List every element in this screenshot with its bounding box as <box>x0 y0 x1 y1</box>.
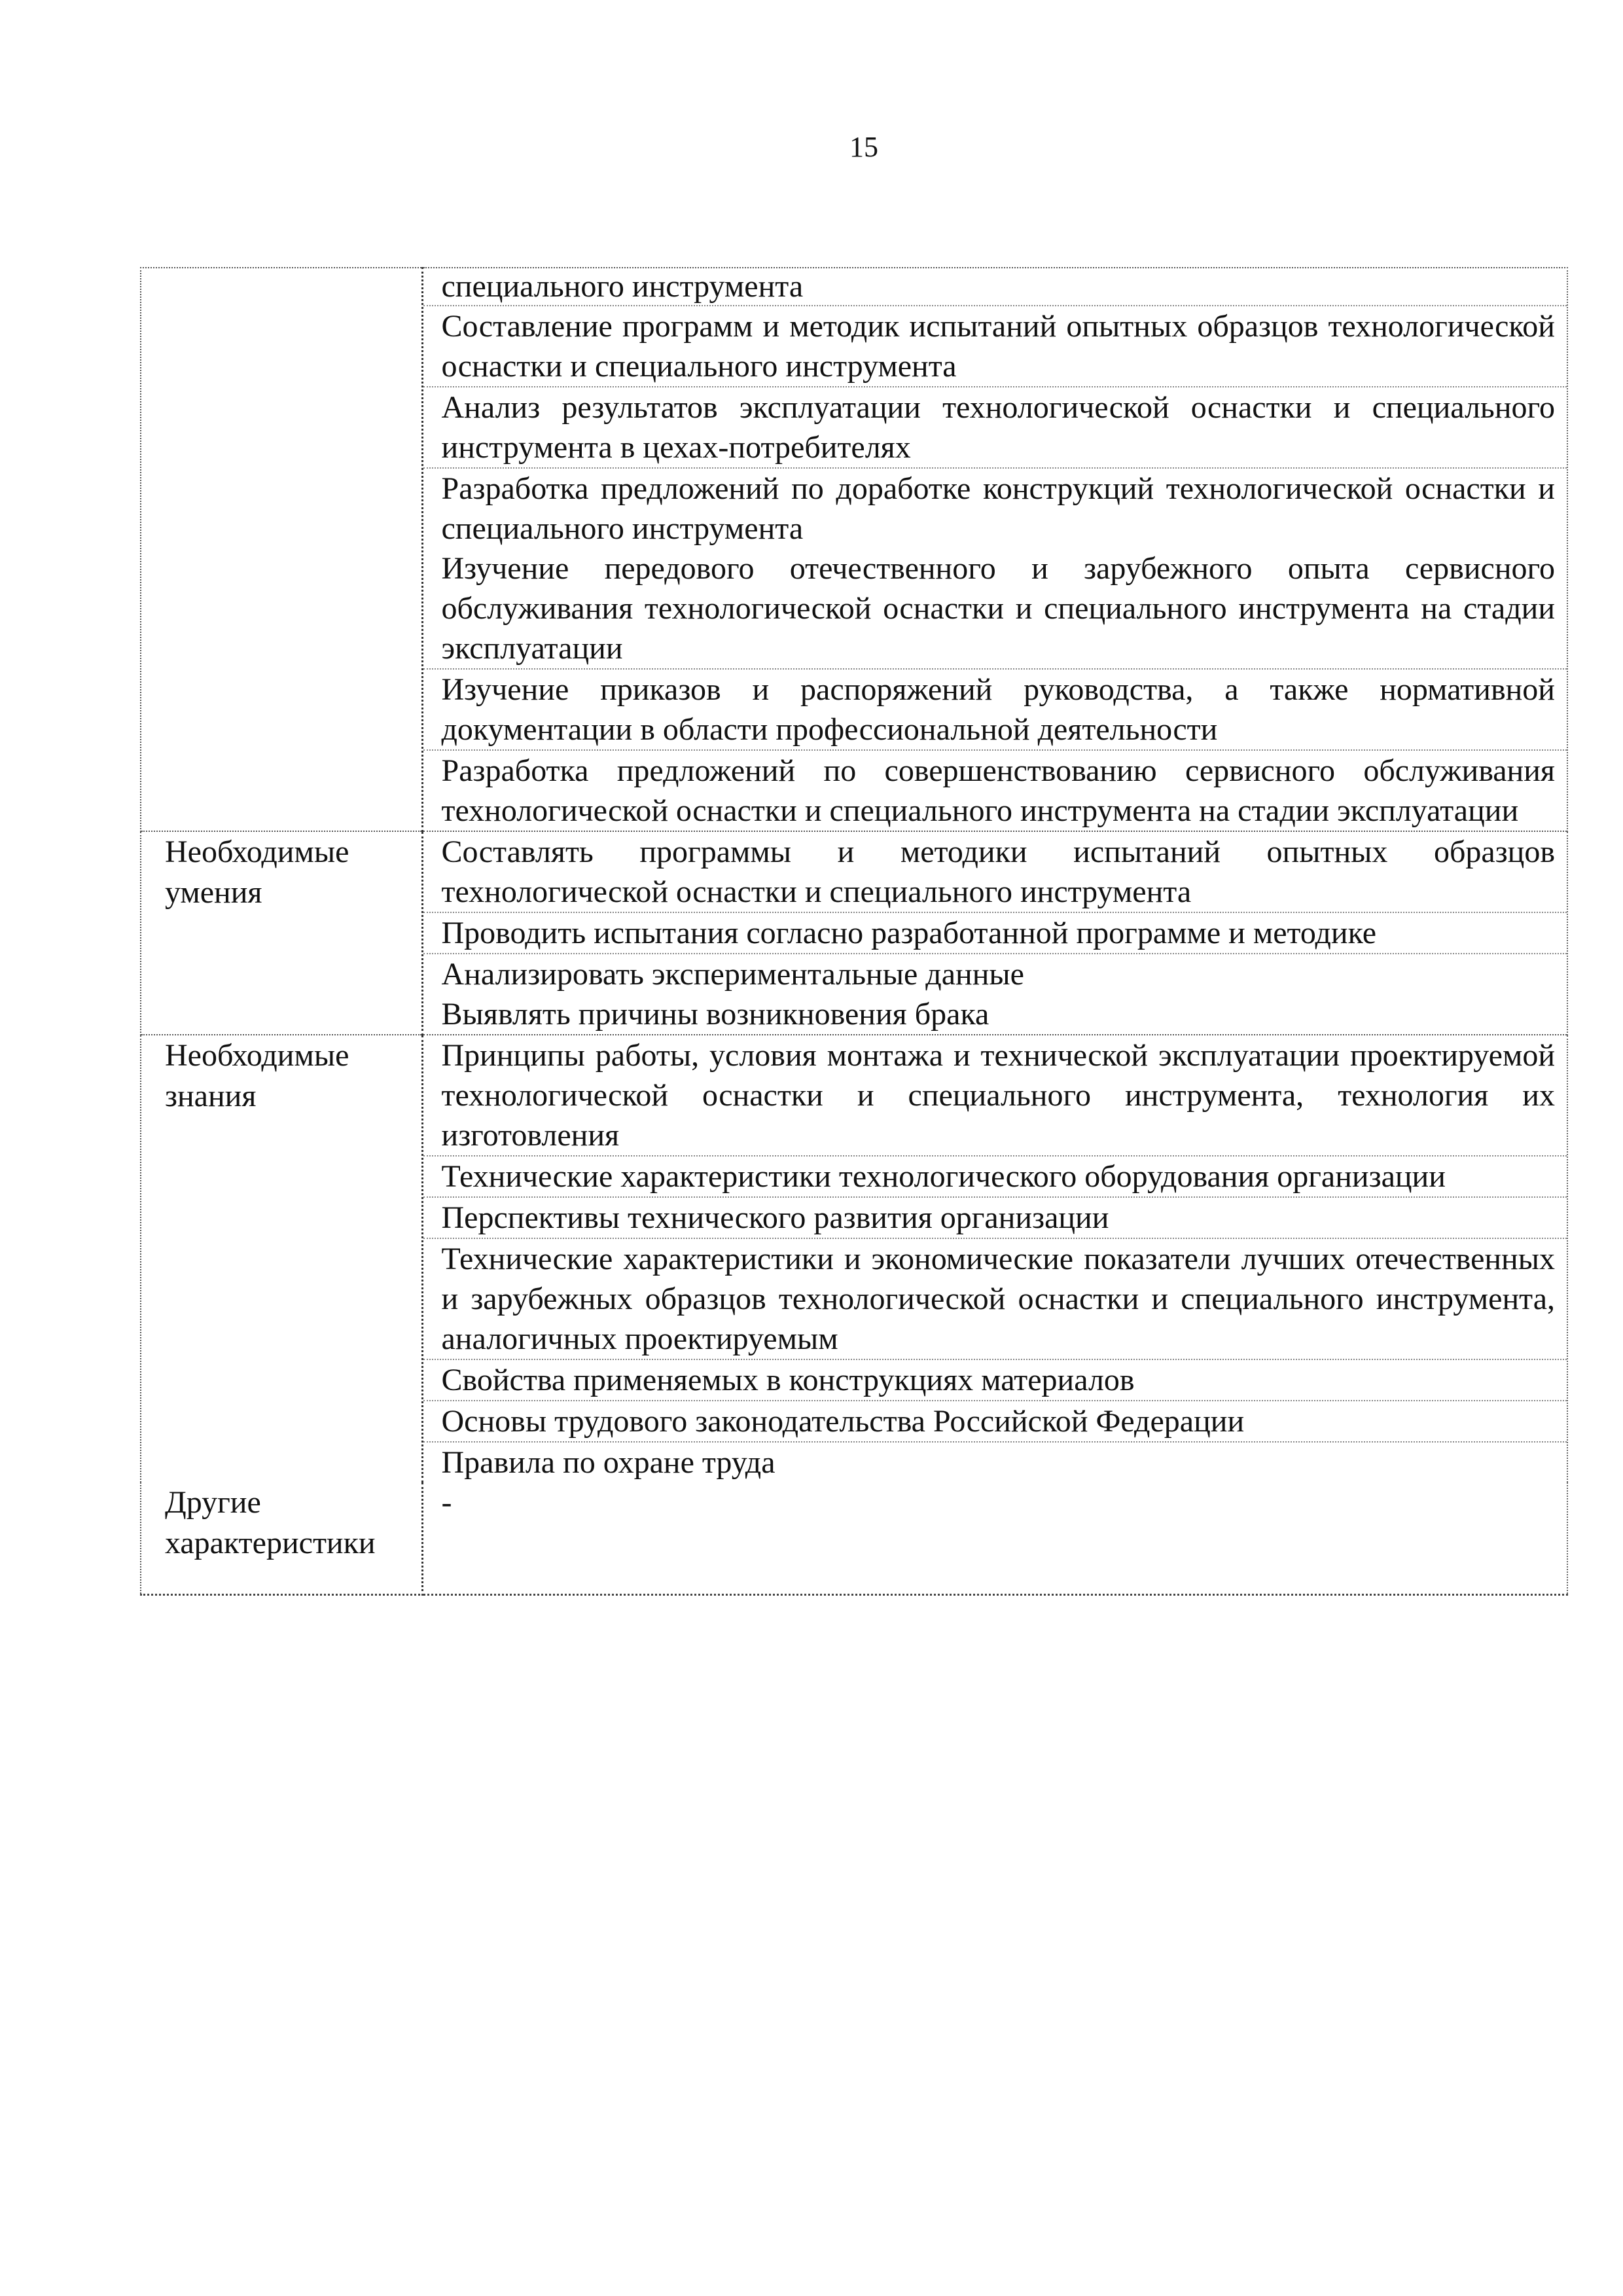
list-item: Анализировать экспериментальные данные <box>423 953 1567 994</box>
list-item: Технические характеристики технологического оборудования организации <box>423 1155 1567 1196</box>
row-label-skills <box>141 831 422 1035</box>
label-line: Необходимые <box>165 834 349 869</box>
table-row <box>141 1035 1567 1482</box>
list-item: специального инструмента <box>441 269 804 304</box>
list-item: Анализ результатов эксплуатации технологической оснастки и специального инструмента в цехах-потребителях <box>423 386 1567 467</box>
list-item: Разработка предложений по совершенствованию сервисного обслуживания технологической оснастки и специального инструмента на стадии эксплуатации <box>423 749 1567 831</box>
label-line: знания <box>165 1079 257 1113</box>
list-item: Свойства применяемых в конструкциях материалов <box>423 1359 1567 1400</box>
row-items <box>422 268 1567 831</box>
row-label-knowledge <box>141 1035 422 1482</box>
list-item: Проводить испытания согласно разработанной программе и методике <box>423 912 1567 953</box>
row-label-empty <box>141 268 422 831</box>
list-item: Выявлять причины возникновения брака <box>441 997 990 1031</box>
label-line: Необходимые <box>165 1038 349 1073</box>
page-number: 15 <box>849 131 878 163</box>
list-item: Разработка предложений по доработке конструкций технологической оснастки и специального инструмента <box>423 467 1567 548</box>
qualification-table <box>140 267 1568 1596</box>
list-item: Технические характеристики и экономические показатели лучших отечественных и зарубежных образцов технологической оснастки и специального инструмента, аналогичных проектируемым <box>423 1238 1567 1359</box>
row-items <box>422 1035 1567 1482</box>
row-items <box>422 831 1567 1035</box>
list-item: Составление программ и методик испытаний опытных образцов технологической оснастки и специального инструмента <box>423 305 1567 386</box>
table-row <box>141 268 1567 831</box>
table-row <box>141 831 1567 1035</box>
table-row <box>141 1482 1567 1595</box>
list-item: Составлять программы и методики испытаний опытных образцов технологической оснастки и специального инструмента <box>441 834 1555 909</box>
row-label-other <box>141 1482 422 1595</box>
label-line: умения <box>165 875 262 910</box>
label-line: характеристики <box>165 1526 376 1560</box>
list-item: Изучение приказов и распоряжений руководства, а также нормативной документации в области профессиональной деятельности <box>423 668 1567 749</box>
row-items <box>422 1482 1567 1595</box>
list-item: Изучение передового отечественного и зарубежного опыта сервисного обслуживания технологической оснастки и специального инструмента на стадии эксплуатации <box>441 551 1555 666</box>
list-item: Основы трудового законодательства Российской Федерации <box>423 1400 1567 1441</box>
list-item: Принципы работы, условия монтажа и технической эксплуатации проектируемой технологической оснастки и специального инструмента, технология их изготовления <box>441 1038 1555 1153</box>
list-item: Правила по охране труда <box>423 1441 1567 1482</box>
list-item: Перспективы технического развития организации <box>423 1196 1567 1238</box>
list-item: - <box>441 1485 452 1520</box>
label-line: Другие <box>165 1485 261 1520</box>
